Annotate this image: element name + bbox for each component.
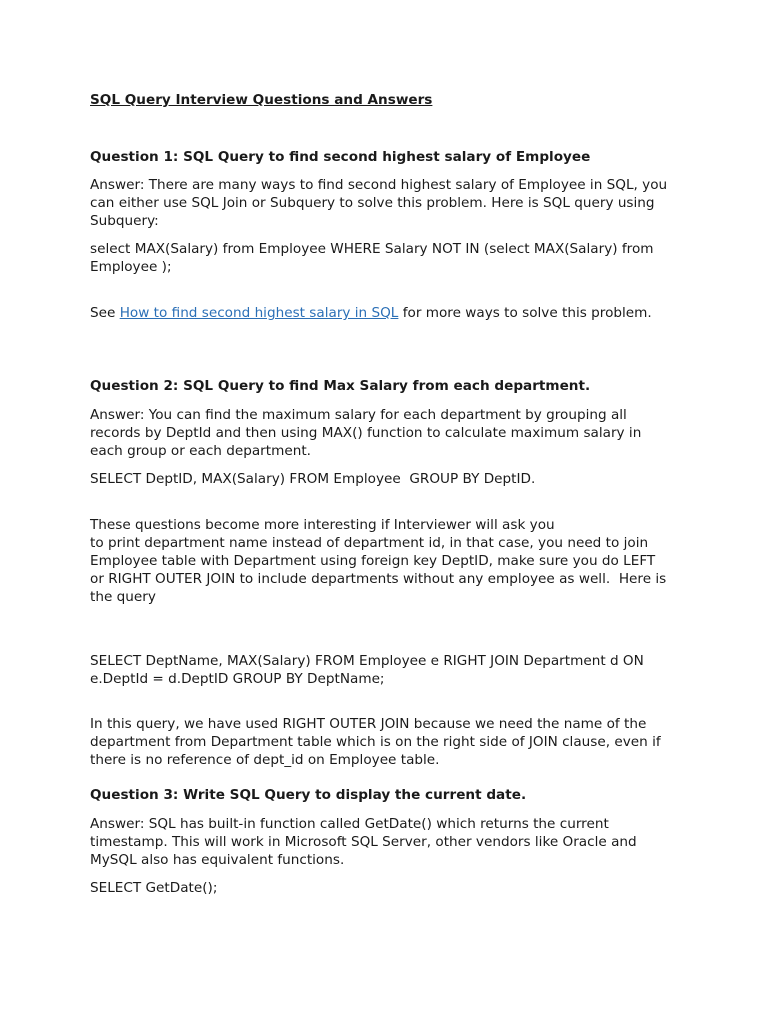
see-prefix: See xyxy=(90,305,120,321)
q2-answer-line: Answer: You can find the maximum salary for each department by grouping all xyxy=(90,407,627,423)
q1-answer-line: can either use SQL Join or Subquery to solve this problem. Here is SQL query using xyxy=(90,195,655,211)
q1-code-line: select MAX(Salary) from Employee WHERE Salary NOT IN (select MAX(Salary) from xyxy=(90,241,654,257)
q2-paragraph-line: department from Department table which is on the right side of JOIN clause, even if xyxy=(90,734,661,750)
question-1-heading: Question 1: SQL Query to find second highest salary of Employee xyxy=(90,149,591,165)
page-title: SQL Query Interview Questions and Answers xyxy=(90,92,433,108)
q3-code-line: SELECT GetDate(); xyxy=(90,880,218,896)
see-suffix: for more ways to solve this problem. xyxy=(398,305,652,321)
q1-answer-line: Answer: There are many ways to find second highest salary of Employee in SQL, you xyxy=(90,177,668,193)
q1-answer-line: Subquery: xyxy=(90,213,159,229)
q2-answer-line: each group or each department. xyxy=(90,443,311,459)
q2-answer-line: records by DeptId and then using MAX() function to calculate maximum salary in xyxy=(90,425,642,441)
q2-code-line: e.DeptId = d.DeptID GROUP BY DeptName; xyxy=(90,671,385,687)
q3-answer-line: timestamp. This will work in Microsoft SQL Server, other vendors like Oracle and xyxy=(90,834,637,850)
q2-paragraph-line: or RIGHT OUTER JOIN to include departments without any employee as well. Here is xyxy=(90,571,667,587)
q2-code-line: SELECT DeptID, MAX(Salary) FROM Employee GROUP BY DeptID. xyxy=(90,471,536,487)
question-3-heading: Question 3: Write SQL Query to display the current date. xyxy=(90,787,527,803)
q1-see-also xyxy=(90,304,652,322)
q2-code-line: SELECT DeptName, MAX(Salary) FROM Employee e RIGHT JOIN Department d ON xyxy=(90,653,644,669)
q2-paragraph-line: there is no reference of dept_id on Employee table. xyxy=(90,752,440,768)
q3-answer-line: MySQL also has equivalent functions. xyxy=(90,852,345,868)
q3-answer-line: Answer: SQL has built-in function called GetDate() which returns the current xyxy=(90,816,609,832)
q2-paragraph-line: These questions become more interesting if Interviewer will ask you xyxy=(90,517,555,533)
second-highest-salary-link[interactable]: How to find second highest salary in SQL xyxy=(119,305,399,321)
q2-paragraph-line: Employee table with Department using foreign key DeptID, make sure you do LEFT xyxy=(90,553,656,569)
question-2-heading: Question 2: SQL Query to find Max Salary from each department. xyxy=(90,378,591,394)
q2-paragraph-line: to print department name instead of department id, in that case, you need to join xyxy=(90,535,649,551)
q2-paragraph-line: In this query, we have used RIGHT OUTER JOIN because we need the name of the xyxy=(90,716,647,732)
q2-paragraph-line: the query xyxy=(90,589,156,605)
q1-code-line: Employee ); xyxy=(90,259,172,275)
